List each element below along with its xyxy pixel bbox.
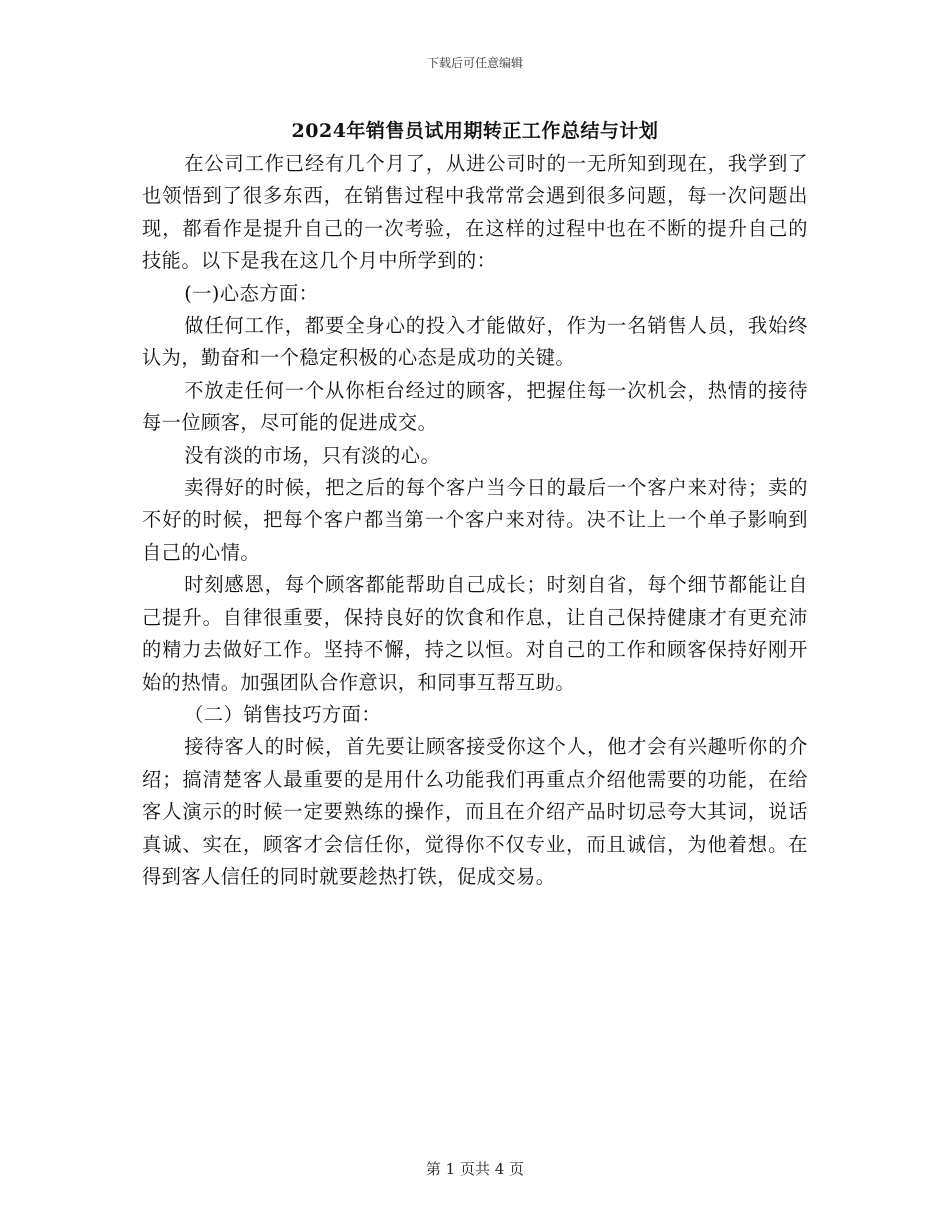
paragraph: 没有淡的市场，只有淡的心。 <box>184 443 441 467</box>
paragraph: 卖得好的时候，把之后的每个客户当今日的最后一个客户来对待；卖的不好的时候，把每个客户都当第一个客户来对待。决不让上一个单子影响到自己的心情。 <box>142 476 808 564</box>
paragraph: 不放走任何一个从你柜台经过的顾客，把握住每一次机会，热情的接待每一位顾客，尽可能的促进成交。 <box>142 378 808 435</box>
paragraph: 做任何工作，都要全身心的投入才能做好，作为一名销售人员，我始终认为，勤奋和一个稳定积极的心态是成功的关键。 <box>142 314 808 370</box>
section-heading-sales-skills: （二）销售技巧方面： <box>184 702 382 726</box>
document-body <box>142 148 808 893</box>
paragraph: 接待客人的时候，首先要让顾客接受你这个人，他才会有兴趣听你的介绍；搞清楚客人最重要的是用什么功能我们再重点介绍他需要的功能，在给客人演示的时候一定要熟练的操作，而且在介绍产品时切忌夸大其词，说话真诚、实在，顾客才会信任你，觉得你不仅专业，而且诚信，为他着想。在得到客人信任的同时就要趁热打铁，促成交易。 <box>142 735 808 888</box>
page-number: 第 1 页共 4 页 <box>425 1160 525 1178</box>
page-header-note: 下载后可任意编辑 <box>426 56 523 70</box>
paragraph-intro: 在公司工作已经有几个月了，从进公司时的一无所知到现在，我学到了也领悟到了很多东西，在销售过程中我常常会遇到很多问题，每一次问题出现，都看作是提升自己的一次考验，在这样的过程中也在不断的提升自己的技能。以下是我在这几个月中所学到的： <box>142 152 808 273</box>
document-title: 2024年销售员试用期转正工作总结与计划 <box>291 120 659 142</box>
paragraph: 时刻感恩，每个顾客都能帮助自己成长；时刻自省，每个细节都能让自己提升。自律很重要，保持良好的饮食和作息，让自己保持健康才有更充沛的精力去做好工作。坚持不懈，持之以恒。对自己的工作和顾客保持好刚开始的热情。加强团队合作意识，和同事互帮互助。 <box>142 573 808 694</box>
section-heading-mindset: (一)心态方面： <box>184 281 319 305</box>
